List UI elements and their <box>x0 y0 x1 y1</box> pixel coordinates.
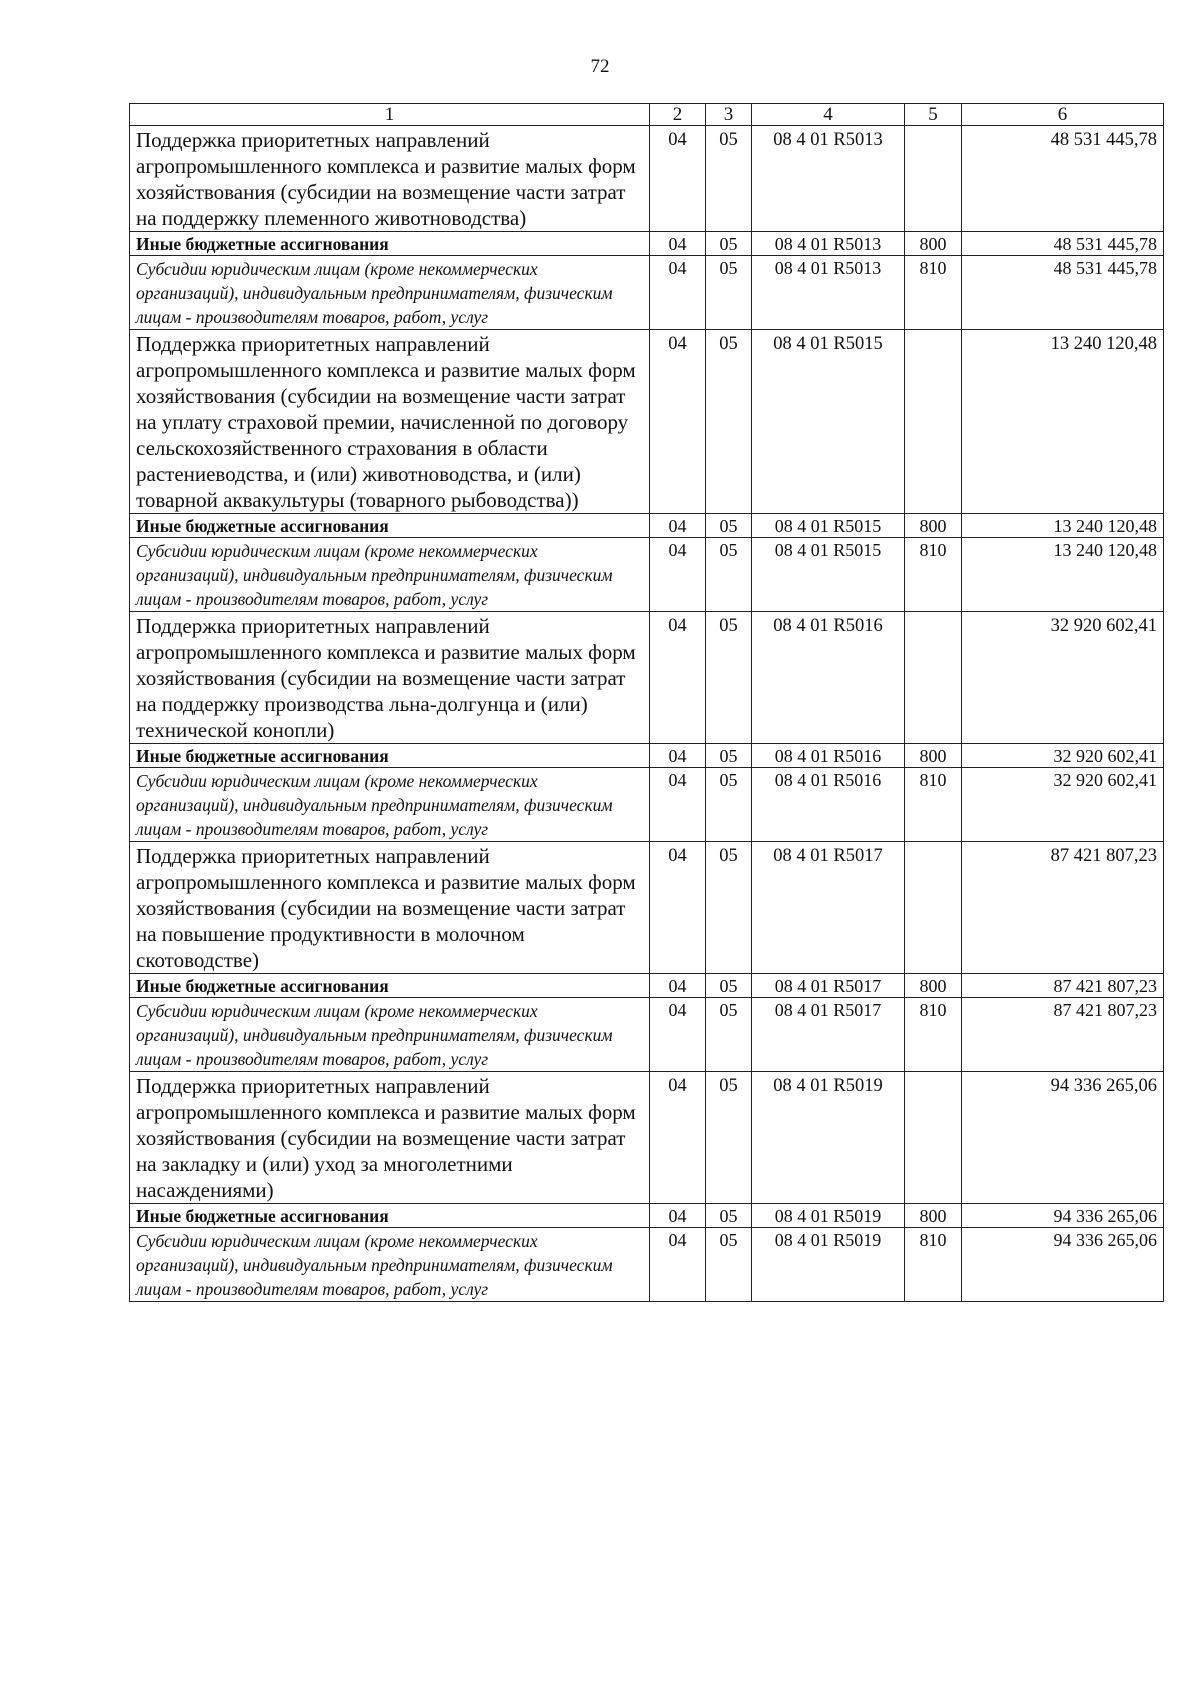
section-cell: 04 <box>650 538 706 612</box>
amount-cell: 32 920 602,41 <box>962 612 1164 744</box>
target-article-cell: 08 4 01 R5017 <box>752 974 905 998</box>
target-article-cell: 08 4 01 R5015 <box>752 514 905 538</box>
target-article-cell: 08 4 01 R5013 <box>752 126 905 232</box>
amount-cell: 48 531 445,78 <box>962 126 1164 232</box>
subsection-cell: 05 <box>706 612 752 744</box>
description-cell: Поддержка приоритетных направлений агропромышленного комплекса и развитие малых форм хозяйствования (субсидии на возмещение части затрат на уплату страховой премии, начисленной по договору сельскохозяйственного страхования в области растениеводства, и (или) животноводства, и (или) товарной аквакультуры (товарного рыбоводства)) <box>130 330 650 514</box>
description-cell: Поддержка приоритетных направлений агропромышленного комплекса и развитие малых форм хозяйствования (субсидии на возмещение части затрат на поддержку производства льна-долгунца и (или) технической конопли) <box>130 612 650 744</box>
table-row <box>130 1228 1164 1302</box>
description-cell: Иные бюджетные ассигнования <box>130 744 650 768</box>
header-cell: 4 <box>752 104 905 126</box>
amount-cell: 48 531 445,78 <box>962 232 1164 256</box>
expense-type-cell: 810 <box>905 538 962 612</box>
expense-type-cell: 810 <box>905 998 962 1072</box>
description-cell: Субсидии юридическим лицам (кроме некоммерческих организаций), индивидуальным предпринимателям, физическим лицам - производителям товаров, работ, услуг <box>130 998 650 1072</box>
description-cell: Иные бюджетные ассигнования <box>130 974 650 998</box>
section-cell: 04 <box>650 1204 706 1228</box>
amount-cell: 87 421 807,23 <box>962 998 1164 1072</box>
description-cell: Поддержка приоритетных направлений агропромышленного комплекса и развитие малых форм хозяйствования (субсидии на возмещение части затрат на закладку и (или) уход за многолетними насаждениями) <box>130 1072 650 1204</box>
table-row <box>130 126 1164 232</box>
target-article-cell: 08 4 01 R5016 <box>752 768 905 842</box>
header-cell: 3 <box>706 104 752 126</box>
amount-cell: 48 531 445,78 <box>962 256 1164 330</box>
subsection-cell: 05 <box>706 1072 752 1204</box>
amount-cell: 87 421 807,23 <box>962 974 1164 998</box>
target-article-cell: 08 4 01 R5013 <box>752 232 905 256</box>
section-cell: 04 <box>650 744 706 768</box>
table-row <box>130 256 1164 330</box>
expense-type-cell <box>905 126 962 232</box>
expense-type-cell <box>905 1072 962 1204</box>
header-cell: 1 <box>130 104 650 126</box>
amount-cell: 94 336 265,06 <box>962 1072 1164 1204</box>
table-row <box>130 232 1164 256</box>
target-article-cell: 08 4 01 R5019 <box>752 1228 905 1302</box>
target-article-cell: 08 4 01 R5013 <box>752 256 905 330</box>
expense-type-cell: 800 <box>905 744 962 768</box>
amount-cell: 94 336 265,06 <box>962 1228 1164 1302</box>
description-cell: Поддержка приоритетных направлений агропромышленного комплекса и развитие малых форм хозяйствования (субсидии на возмещение части затрат на поддержку племенного животноводства) <box>130 126 650 232</box>
subsection-cell: 05 <box>706 256 752 330</box>
target-article-cell: 08 4 01 R5017 <box>752 998 905 1072</box>
description-cell: Субсидии юридическим лицам (кроме некоммерческих организаций), индивидуальным предпринимателям, физическим лицам - производителям товаров, работ, услуг <box>130 256 650 330</box>
target-article-cell: 08 4 01 R5019 <box>752 1204 905 1228</box>
expense-type-cell: 800 <box>905 974 962 998</box>
expense-type-cell: 810 <box>905 768 962 842</box>
target-article-cell: 08 4 01 R5016 <box>752 744 905 768</box>
amount-cell: 13 240 120,48 <box>962 538 1164 612</box>
subsection-cell: 05 <box>706 998 752 1072</box>
expense-type-cell: 810 <box>905 1228 962 1302</box>
description-cell: Иные бюджетные ассигнования <box>130 1204 650 1228</box>
description-cell: Субсидии юридическим лицам (кроме некоммерческих организаций), индивидуальным предпринимателям, физическим лицам - производителям товаров, работ, услуг <box>130 768 650 842</box>
subsection-cell: 05 <box>706 744 752 768</box>
header-cell: 5 <box>905 104 962 126</box>
table-row <box>130 998 1164 1072</box>
target-article-cell: 08 4 01 R5015 <box>752 330 905 514</box>
section-cell: 04 <box>650 1072 706 1204</box>
table-row <box>130 538 1164 612</box>
table-row <box>130 744 1164 768</box>
table-row <box>130 1072 1164 1204</box>
amount-cell: 32 920 602,41 <box>962 768 1164 842</box>
section-cell: 04 <box>650 256 706 330</box>
amount-cell: 94 336 265,06 <box>962 1204 1164 1228</box>
expense-type-cell <box>905 612 962 744</box>
expense-type-cell <box>905 330 962 514</box>
target-article-cell: 08 4 01 R5019 <box>752 1072 905 1204</box>
expense-type-cell <box>905 842 962 974</box>
table-row <box>130 768 1164 842</box>
description-cell: Субсидии юридическим лицам (кроме некоммерческих организаций), индивидуальным предпринимателям, физическим лицам - производителям товаров, работ, услуг <box>130 538 650 612</box>
subsection-cell: 05 <box>706 974 752 998</box>
table-row <box>130 330 1164 514</box>
header-row <box>130 104 1164 126</box>
target-article-cell: 08 4 01 R5017 <box>752 842 905 974</box>
section-cell: 04 <box>650 974 706 998</box>
expense-type-cell: 800 <box>905 1204 962 1228</box>
amount-cell: 87 421 807,23 <box>962 842 1164 974</box>
section-cell: 04 <box>650 126 706 232</box>
subsection-cell: 05 <box>706 1204 752 1228</box>
target-article-cell: 08 4 01 R5015 <box>752 538 905 612</box>
section-cell: 04 <box>650 998 706 1072</box>
table-row <box>130 514 1164 538</box>
budget-table <box>129 103 1164 1302</box>
section-cell: 04 <box>650 1228 706 1302</box>
subsection-cell: 05 <box>706 842 752 974</box>
header-cell: 6 <box>962 104 1164 126</box>
section-cell: 04 <box>650 612 706 744</box>
subsection-cell: 05 <box>706 768 752 842</box>
description-cell: Субсидии юридическим лицам (кроме некоммерческих организаций), индивидуальным предпринимателям, физическим лицам - производителям товаров, работ, услуг <box>130 1228 650 1302</box>
amount-cell: 32 920 602,41 <box>962 744 1164 768</box>
page-number: 72 <box>590 56 610 77</box>
table-row <box>130 842 1164 974</box>
description-cell: Поддержка приоритетных направлений агропромышленного комплекса и развитие малых форм хозяйствования (субсидии на возмещение части затрат на повышение продуктивности в молочном скотоводстве) <box>130 842 650 974</box>
section-cell: 04 <box>650 842 706 974</box>
section-cell: 04 <box>650 330 706 514</box>
table-row <box>130 974 1164 998</box>
section-cell: 04 <box>650 514 706 538</box>
expense-type-cell: 800 <box>905 232 962 256</box>
table-row <box>130 1204 1164 1228</box>
section-cell: 04 <box>650 768 706 842</box>
section-cell: 04 <box>650 232 706 256</box>
expense-type-cell: 800 <box>905 514 962 538</box>
description-cell: Иные бюджетные ассигнования <box>130 232 650 256</box>
subsection-cell: 05 <box>706 126 752 232</box>
amount-cell: 13 240 120,48 <box>962 514 1164 538</box>
table-row <box>130 612 1164 744</box>
subsection-cell: 05 <box>706 232 752 256</box>
target-article-cell: 08 4 01 R5016 <box>752 612 905 744</box>
subsection-cell: 05 <box>706 1228 752 1302</box>
subsection-cell: 05 <box>706 330 752 514</box>
amount-cell: 13 240 120,48 <box>962 330 1164 514</box>
subsection-cell: 05 <box>706 538 752 612</box>
expense-type-cell: 810 <box>905 256 962 330</box>
header-cell: 2 <box>650 104 706 126</box>
description-cell: Иные бюджетные ассигнования <box>130 514 650 538</box>
table-body <box>130 126 1164 1302</box>
subsection-cell: 05 <box>706 514 752 538</box>
